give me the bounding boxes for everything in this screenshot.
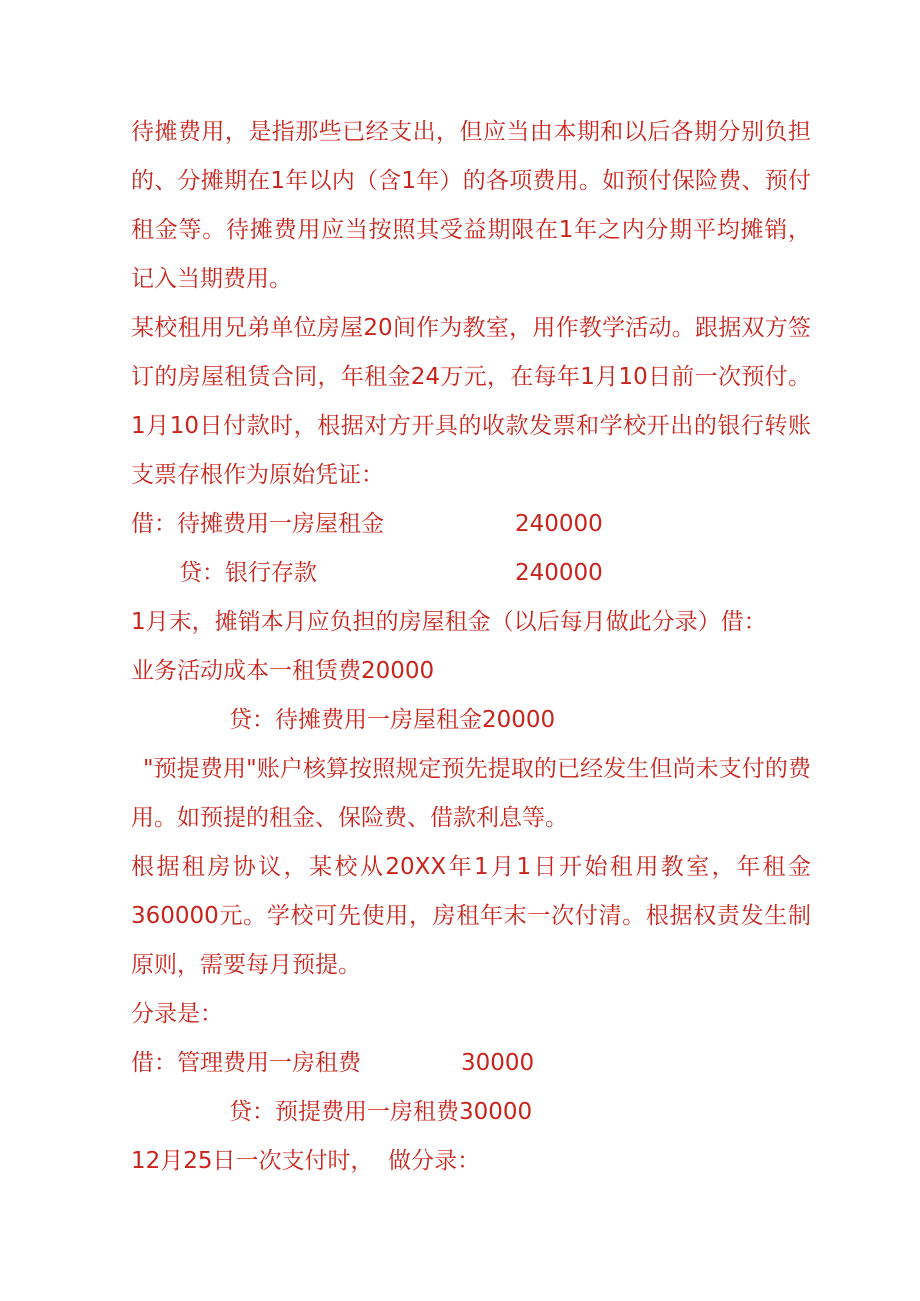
debit-amount: 240000 xyxy=(515,511,603,537)
journal-entry-credit-1 xyxy=(131,549,811,598)
document-body xyxy=(131,108,811,1186)
debit-amount: 30000 xyxy=(461,1050,535,1076)
credit-label: 贷：银行存款 xyxy=(179,560,317,586)
debit-label: 借：待摊费用一房屋租金 xyxy=(131,511,384,537)
amortization-debit-line: 业务活动成本一租赁费20000 xyxy=(131,658,435,684)
paragraph-accrued-example: 根据租房协议，某校从20XX年1月1日开始租用教室，年租金360000元。学校可先使用，房租年末一次付清。根据权责发生制原则，需要每月预提。 xyxy=(131,854,811,978)
payment-entry-intro: 12月25日一次支付时， 做分录： xyxy=(131,1148,481,1174)
journal-entry-credit-2: 贷：预提费用一房租费30000 xyxy=(229,1099,533,1125)
journal-entry-debit-2 xyxy=(131,1039,811,1088)
debit-label: 借：管理费用一房租费 xyxy=(131,1050,361,1076)
journal-entry-debit-1 xyxy=(131,500,811,549)
paragraph-accrued-definition: "预提费用"账户核算按照规定预先提取的已经发生但尚未支付的费用。如预提的租金、保险费、借款利息等。 xyxy=(131,756,811,831)
amortization-credit-line: 贷：待摊费用一房屋租金20000 xyxy=(229,707,556,733)
credit-amount: 240000 xyxy=(515,560,603,586)
paragraph-monthly-amortization: 1月末，摊销本月应负担的房屋租金（以后每月做此分录）借： xyxy=(131,609,767,635)
entry-intro: 分录是： xyxy=(131,1001,223,1027)
paragraph-rent-example: 某校租用兄弟单位房屋20间作为教室，用作教学活动。跟据双方签订的房屋租赁合同，年租金24万元，在每年1月10日前一次预付。1月10日付款时，根据对方开具的收款发票和学校开出的银行转账支票存根作为原始凭证： xyxy=(131,315,811,488)
paragraph-prepaid-definition: 待摊费用，是指那些已经支出，但应当由本期和以后各期分别负担的、分摊期在1年以内（含1年）的各项费用。如预付保险费、预付租金等。待摊费用应当按照其受益期限在1年之内分期平均摊销，记入当期费用。 xyxy=(131,119,811,292)
